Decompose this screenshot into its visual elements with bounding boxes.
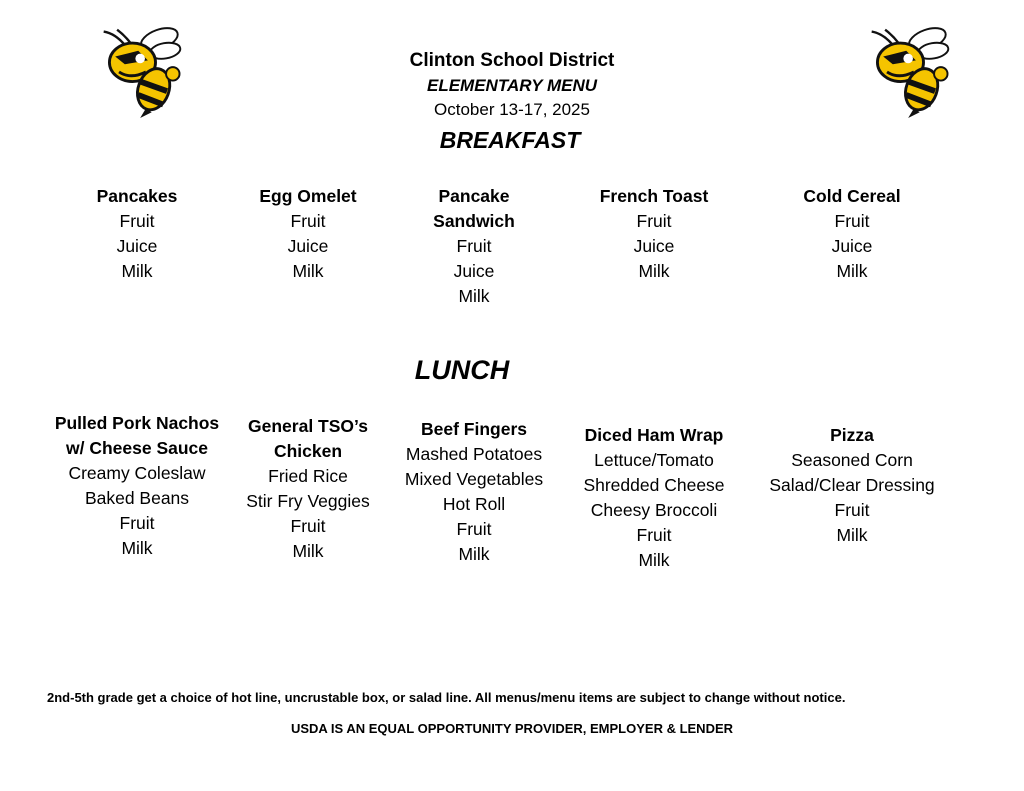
lunch-day-3 bbox=[374, 417, 574, 567]
lunch-day-1 bbox=[37, 411, 237, 561]
breakfast-side-item: Milk bbox=[121, 261, 153, 281]
menu-footnote: 2nd-5th grade get a choice of hot line, uncrustable box, or salad line. All menus/menu items are subject to change without notice. bbox=[47, 690, 846, 705]
lunch-side-item: Mashed Potatoes bbox=[405, 444, 543, 464]
lunch-side-item: Fruit bbox=[119, 513, 155, 533]
breakfast-side-item: Juice bbox=[831, 236, 873, 256]
lunch-side-item: Fruit bbox=[290, 516, 326, 536]
breakfast-side-item: Fruit bbox=[636, 211, 672, 231]
breakfast-day-5 bbox=[752, 184, 952, 284]
breakfast-day-4 bbox=[554, 184, 754, 284]
lunch-side-item: Milk bbox=[121, 538, 153, 558]
breakfast-title: BREAKFAST bbox=[439, 127, 581, 153]
lunch-main-dish: w/ Cheese Sauce bbox=[65, 438, 209, 458]
breakfast-side-item: Milk bbox=[292, 261, 324, 281]
lunch-main-dish: Diced Ham Wrap bbox=[584, 425, 724, 445]
lunch-side-item: Fried Rice bbox=[268, 466, 348, 486]
menu-dates: October 13-17, 2025 bbox=[434, 100, 590, 119]
breakfast-main-dish: French Toast bbox=[599, 186, 709, 206]
breakfast-main-dish: Pancakes bbox=[96, 186, 178, 206]
lunch-side-item: Milk bbox=[638, 550, 670, 570]
lunch-side-item: Fruit bbox=[456, 519, 492, 539]
lunch-main-dish: General TSO’s bbox=[248, 416, 368, 436]
lunch-side-item: Cheesy Broccoli bbox=[590, 500, 718, 520]
breakfast-side-item: Juice bbox=[116, 236, 158, 256]
lunch-side-item: Creamy Coleslaw bbox=[68, 463, 206, 483]
lunch-title: LUNCH bbox=[414, 355, 510, 385]
breakfast-side-item: Fruit bbox=[290, 211, 326, 231]
lunch-main-dish: Pizza bbox=[830, 425, 874, 445]
district-name: Clinton School District bbox=[409, 50, 615, 71]
lunch-day-5 bbox=[752, 423, 952, 548]
lunch-side-item: Mixed Vegetables bbox=[404, 469, 544, 489]
lunch-side-item: Shredded Cheese bbox=[583, 475, 725, 495]
breakfast-side-item: Milk bbox=[638, 261, 670, 281]
menu-header bbox=[0, 48, 1024, 122]
lunch-side-item: Milk bbox=[292, 541, 324, 561]
lunch-side-item: Fruit bbox=[636, 525, 672, 545]
lunch-side-item: Baked Beans bbox=[84, 488, 190, 508]
lunch-day-4 bbox=[554, 423, 754, 573]
breakfast-side-item: Juice bbox=[453, 261, 495, 281]
menu-subtitle: ELEMENTARY MENU bbox=[426, 76, 598, 95]
lunch-main-dish: Beef Fingers bbox=[421, 419, 527, 439]
lunch-side-item: Fruit bbox=[834, 500, 870, 520]
lunch-side-item: Salad/Clear Dressing bbox=[769, 475, 935, 495]
lunch-side-item: Milk bbox=[458, 544, 490, 564]
breakfast-main-dish: Pancake bbox=[438, 186, 510, 206]
breakfast-main-dish: Cold Cereal bbox=[803, 186, 901, 206]
breakfast-side-item: Juice bbox=[633, 236, 675, 256]
breakfast-day-3 bbox=[374, 184, 574, 309]
usda-statement: USDA IS AN EQUAL OPPORTUNITY PROVIDER, EMPLOYER & LENDER bbox=[290, 721, 734, 736]
lunch-main-dish: Chicken bbox=[273, 441, 343, 461]
breakfast-day-1 bbox=[37, 184, 237, 284]
lunch-side-item: Lettuce/Tomato bbox=[594, 450, 714, 470]
breakfast-side-item: Fruit bbox=[456, 236, 492, 256]
breakfast-main-dish: Egg Omelet bbox=[259, 186, 357, 206]
lunch-side-item: Seasoned Corn bbox=[791, 450, 913, 470]
breakfast-side-item: Fruit bbox=[119, 211, 155, 231]
breakfast-side-item: Milk bbox=[836, 261, 868, 281]
lunch-side-item: Milk bbox=[836, 525, 868, 545]
lunch-side-item: Stir Fry Veggies bbox=[246, 491, 370, 511]
breakfast-side-item: Fruit bbox=[834, 211, 870, 231]
lunch-side-item: Hot Roll bbox=[442, 494, 506, 514]
breakfast-side-item: Juice bbox=[287, 236, 329, 256]
lunch-main-dish: Pulled Pork Nachos bbox=[54, 413, 220, 433]
breakfast-side-item: Milk bbox=[458, 286, 490, 306]
breakfast-main-dish: Sandwich bbox=[433, 211, 515, 231]
